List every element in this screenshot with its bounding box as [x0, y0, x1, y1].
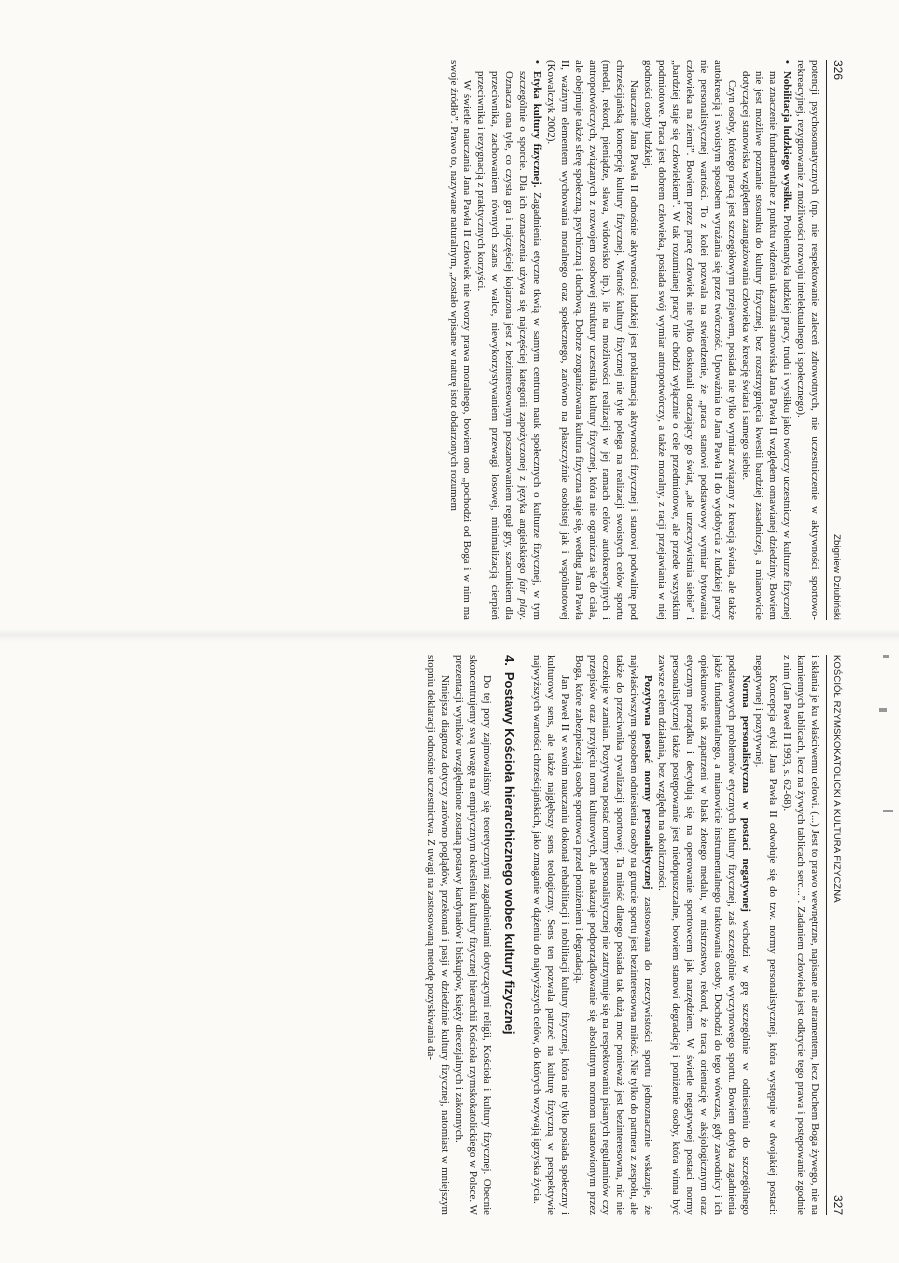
section-title: Postawy Kościoła hierarchicznego wobec kultury fizycznej — [502, 671, 518, 1035]
paragraph — [654, 655, 751, 1215]
bullet-heading: Etyka kultury fizycznej. — [530, 71, 543, 188]
section-heading — [501, 655, 517, 1215]
paragraph: Koncepcja etyki Jana Pawła II odwołuje się do tzw. normy personalistycznej, która występuje w dwojakiej postaci: negatywnej i pozytywnej. — [753, 655, 780, 1215]
page-number: 326 — [831, 60, 845, 81]
scan-speck — [883, 810, 893, 812]
paragraph: Czyn osoby, którego pracą jest szczegółowym przejawem, posiada nie tylko wymiar związany z kreacją świata, ale także autokreacją i swoistym sposobem wyrażania się przez twórczość. Upoważnia to Jana Pawła II do wydobycia z ludzkiej pracy nie personalistycznej wartości. To z kolei pozwala na stwierdzenie, że „praca stanowi podstawowy wymiar bytowania człowieka na ziemi”. Bowiem przez pracę człowiek nie tylko doskonali otaczający go świat, „ale urzeczywistnia siebie” i „bardziej staje się człowiekiem”. W tak rozumianej pracy nie chodzi wyłącznie o cele przedmiotowe, ale przede wszystkim podmiotowe. Praca jest dobrem człowieka, posiada swój wymiar antropotwórczy, a także moralny, z racji przejawiania w niej godności osoby ludzkiej. — [642, 60, 738, 620]
paragraph: i skłania je ku właściwemu celowi. (...) Jest to prawo wewnętrzne, napisane nie atramentem, lecz Duchem Boga żywego, nie na kamiennych tablicach, lecz na żywych tablicach serc...”. Zadaniem człowieka jest odkrycie tego prawa i postępowanie zgodnie z nim (Jan Paweł II 1993, s. 62-68). — [781, 655, 822, 1215]
paragraph: Jan Paweł II w swoim nauczaniu dokonał rehabilitacji i nobilitacji kultury fizycznej, która nie tylko posiada społeczny i kulturowy sens, ale także najgłębszy sens teologiczny. Sens ten pozwala patrzeć na kulturę fizyczną w perspektywie najwyższych wartości chrześcijańskich, jako zmaganie w dążeniu do najwyższych celów, do których wzywają igrzyska życia. — [530, 655, 571, 1215]
paragraph — [571, 655, 654, 1215]
term-heading: Norma personalistyczna w postaci negatywnej — [739, 675, 752, 912]
section-number: 4. — [502, 655, 518, 666]
bullet-icon: • — [781, 60, 794, 64]
running-header: KOŚCIÓŁ RZYMSKOKATOLICKI A KULTURA FIZYCZNA — [831, 655, 842, 903]
bullet-text: . Oznacza ona tyle, co czysta gra i najczęściej kojarzona jest z bezinteresownym poszanowaniem reguł gry, szacunkiem dla przeciwnika, zachowaniem równych szans w walce, niewykorzystywaniem przewagi losowej, minimalizacją cierpień przeciwnika i rezygnacją z praktycznych korzyści. — [475, 71, 530, 620]
running-header: Zbigniew Dziubiński — [831, 534, 842, 620]
paragraph: potencji psychosomatycznych (np. nie respektowanie zaleceń zdrowotnych, nie uczestniczenie w aktywności sportowo-rekreacyjnej, rezygnowanie z możliwości rozwoju intelektualnego i społecznego). — [795, 60, 822, 620]
bullet-item — [738, 60, 794, 620]
scan-speck — [883, 655, 889, 658]
page-header — [826, 655, 844, 1215]
scan-speck — [879, 708, 887, 712]
page-header — [826, 60, 844, 620]
bullet-text: Problematyka ludzkiej pracy, trudu i wysiłku jako twórczy uczestniczy w kulturze fizycznej ma znaczenie fundamentalne z punktu widzenia ukazania stanowiska Jana Pawła II względem omawianej dziedziny. Bowiem nie jest możliwe poznanie stosunku do kultury fizycznej, bez rozstrzygnięcia kwestii bardziej zasadniczej, a mianowicie dotyczącej stanowiska względem zaangażowania człowieka w kreację świata i samego siebie. — [739, 71, 794, 620]
paragraph: Niniejsza diagnoza dotyczy zarówno poglądów, przekonań i pasji w dziedzinie kultury fizycznej, natomiast w mniejszym stopniu deklaracji odnośnie uczestnictwa. Z uwagi na zastosowaną metodę pozyskiwania da- — [425, 655, 452, 1215]
right-page — [424, 655, 844, 1215]
bullet-text: Zagadnienia etyczne tkwią w samym centrum nauk społecznych o kulturze fizycznej, w tym szczególnie o sporcie. Dla ich oznaczenia używa się najczęściej kategorii zapożyczonej z języka angielskiego — [517, 71, 543, 620]
page-number: 327 — [831, 1194, 845, 1215]
paragraph-text: wchodzi w grę szczególnie w odniesieniu do szczególnego podstawowych problemów etycznych kultury fizycznej, zaś szczególnie wyczynowego sportu. Bowiem dotyka zagadnienia jakże fundamentalnego, a mianowicie instrumentalnego traktowania osoby. Dochodzi do tego wówczas, gdy zawodnicy i ich opiekunowie tak zapatrzeni w blask złotego medalu, w mistrzostwo, rekord, że tracą orientację w aksjologicznym oraz etycznym porządku i decydują się na operowanie sportowcem jak narzędziem. W świetle negatywnej postaci normy personalistycznej także postępowanie jest niedopuszczalne, bowiem stanowi degradację i poniżenie osoby, która winna być zawsze celem działania, bez względu na okoliczności. — [656, 655, 752, 1215]
bullet-item — [473, 60, 543, 620]
paragraph: Nauczanie Jana Pawła II odnośnie aktywności ludzkiej jest proklamacją aktywności fizycznej i stanowi podwalinę pod chrześcijańską koncepcję kultury fizycznej. Wartość kultury fizycznej nie tyle polega na realizacji swoistych celów sportu (medal, rekord, pieniądze, sława, widowisko itp.), ile na możliwości realizacji w jej ramach celów autokreacyjnych i antropotwórczych, związanych z rozwojem osobowej struktury uczestnika kultury fizycznej, która nie ogranicza się do ciała, ale obejmuje także sferę społeczną, psychiczną i duchową. Dobrze zorganizowana kultura fizyczna staje się, według Jana Pawła II, ważnym elementem wychowania moralnego oraz społecznego, zarówno na płaszczyźnie osobistej jak i wspólnotowej (Kowalczyk 2002). — [544, 60, 641, 620]
left-page — [446, 60, 844, 620]
paragraph: W świetle nauczania Jana Pawła II człowiek nie tworzy prawa moralnego, bowiem ono „pochodzi od Boga i w nim ma swoje źródło”. Prawo to, nazywane naturalnym, „zostało wpisane w naturę istot obdarzonych rozumem — [447, 60, 474, 620]
paragraph: Do tej pory zajmowaliśmy się teoretycznymi zagadnieniami dotyczącymi religii, Kościoła i kultury fizycznej. Obecnie skoncentrujemy swą uwagę na empirycznym określeniu kultury fizycznej hierarchii Kościoła rzymskokatolickiego w Polsce. W prezentacji wyników uwzględnione zostaną postawy kardynałów i biskupów, księży diecezjalnych i zakonnych. — [453, 655, 494, 1215]
paragraph-text: zastosowana do rzeczywistości sportu jednoznacznie wskazuje, że najwłaściwszym sposobem odniesienia osoby na gruncie sportu jest bezinteresowna miłość. Nie tylko do partnera z zespołu, ale także do przeciwnika rywalizacji sportowej. Ta miłość dlatego posiada tak dużą moc ponieważ jest bezinteresowna, nic nie oczekuje w zamian. Pozytywna postać normy personalistycznej nie zatrzymuje się na respektowaniu pisanych regulaminów czy przepisów oraz przyjęciu norm kulturowych, ale nakazuje podporządkowanie się absolutnym normom ustanowionym przez Boga, które zabezpieczają osobę sportowca przed poniżeniem i degradacją. — [572, 655, 655, 1215]
bullet-icon: • — [530, 60, 543, 64]
term-heading: Pozytywna postać normy personalistycznej — [642, 675, 655, 890]
bullet-heading: Nobilitacja ludzkiego wysiłku. — [781, 71, 794, 212]
italic-term: fair play — [517, 578, 530, 618]
book-spine-shadow — [0, 628, 899, 642]
